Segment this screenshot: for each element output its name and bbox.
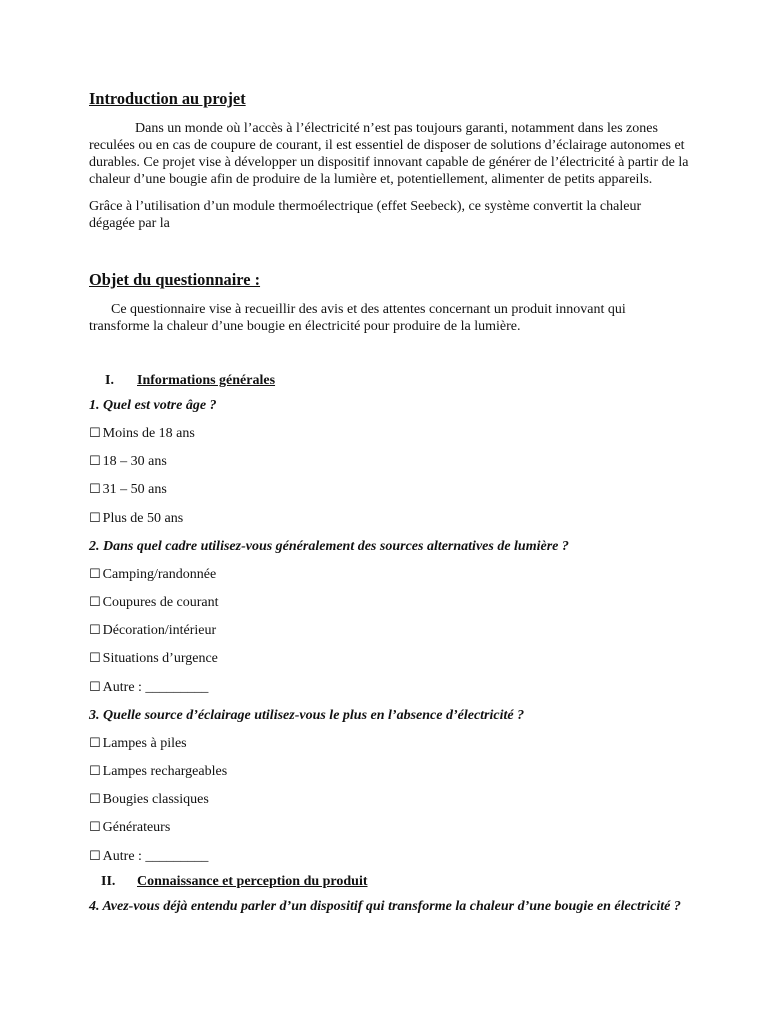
option-moins-18[interactable] [89, 420, 689, 448]
section-title: Informations générales [137, 373, 276, 388]
option-18-30[interactable] [89, 448, 689, 476]
option-generateurs[interactable] [89, 814, 689, 842]
option-plus-50[interactable] [89, 505, 689, 533]
section-title: Connaissance et perception du produit [137, 873, 368, 889]
question-1: 1. Quel est votre âge ? [89, 398, 217, 413]
option-label: Camping/randonnée [102, 566, 217, 582]
section-2-heading [89, 871, 689, 893]
checkbox-icon[interactable]: ☐ [89, 820, 101, 836]
checkbox-icon[interactable]: ☐ [89, 510, 101, 526]
checkbox-icon[interactable]: ☐ [89, 792, 101, 808]
option-autre-q2[interactable] [89, 674, 689, 702]
checkbox-icon[interactable]: ☐ [89, 735, 101, 751]
checkbox-icon[interactable]: ☐ [89, 595, 101, 611]
option-label: 18 – 30 ans [102, 454, 167, 470]
checkbox-icon[interactable]: ☐ [89, 482, 101, 498]
option-label: Autre : _________ [102, 848, 209, 864]
objet-paragraph: Ce questionnaire vise à recueillir des avis et des attentes concernant un produit innovant qui transforme la chaleur d’une bougie en électricité pour produire de la lumière. [89, 302, 626, 334]
checkbox-icon[interactable]: ☐ [89, 764, 101, 780]
option-label: Lampes rechargeables [102, 764, 228, 780]
option-31-50[interactable] [89, 476, 689, 504]
option-urgence[interactable] [89, 645, 689, 673]
document-page [89, 88, 689, 921]
checkbox-icon[interactable]: ☐ [89, 426, 101, 441]
checkbox-icon[interactable]: ☐ [89, 679, 101, 695]
option-label: Coupures de courant [102, 595, 219, 611]
question-2: 2. Dans quel cadre utilisez-vous généralement des sources alternatives de lumière ? [89, 538, 569, 554]
checkbox-icon[interactable]: ☐ [89, 566, 101, 582]
option-label: Moins de 18 ans [102, 426, 195, 441]
option-coupures[interactable] [89, 589, 689, 617]
section-number: I. [105, 373, 114, 388]
checkbox-icon[interactable]: ☐ [89, 651, 101, 667]
question-3: 3. Quelle source d’éclairage utilisez-vous le plus en l’absence d’électricité ? [89, 707, 525, 723]
option-lampes-rechargeables[interactable] [89, 758, 689, 786]
checkbox-icon[interactable]: ☐ [89, 454, 101, 470]
option-lampes-piles[interactable] [89, 730, 689, 758]
option-decoration[interactable] [89, 617, 689, 645]
intro-heading: Introduction au projet [89, 89, 246, 108]
option-label: Autre : _________ [102, 679, 209, 695]
option-label: Générateurs [102, 820, 171, 836]
checkbox-icon[interactable]: ☐ [89, 623, 101, 639]
option-autre-q3[interactable] [89, 843, 689, 871]
option-label: Situations d’urgence [102, 651, 218, 667]
checkbox-icon[interactable]: ☐ [89, 848, 101, 864]
option-label: Plus de 50 ans [102, 510, 184, 526]
option-label: Lampes à piles [102, 735, 187, 751]
intro-paragraph-2: Grâce à l’utilisation d’un module thermoélectrique (effet Seebeck), ce système convertit la chaleur dégagée par la [89, 199, 642, 231]
option-bougies-classiques[interactable] [89, 786, 689, 814]
option-label: 31 – 50 ans [102, 482, 167, 498]
option-camping[interactable] [89, 561, 689, 589]
objet-heading: Objet du questionnaire : [89, 270, 261, 289]
section-1-heading [89, 370, 689, 392]
option-label: Décoration/intérieur [102, 623, 217, 639]
question-4: 4. Avez-vous déjà entendu parler d’un dispositif qui transforme la chaleur d’une bougie en électricité ? [89, 898, 681, 914]
section-number: II. [101, 873, 116, 889]
option-label: Bougies classiques [102, 792, 209, 808]
intro-paragraph-1: Dans un monde où l’accès à l’électricité n’est pas toujours garanti, notamment dans les zones reculées ou en cas de coupure de courant, il est essentiel de disposer de solutions d’éclairage autonomes et durables. Ce projet vise à développer un dispositif innovant capable de générer de l’électricité à partir de la chaleur d’une bougie afin de produire de la lumière et, potentiellement, alimenter de petits appareils. [89, 121, 689, 187]
